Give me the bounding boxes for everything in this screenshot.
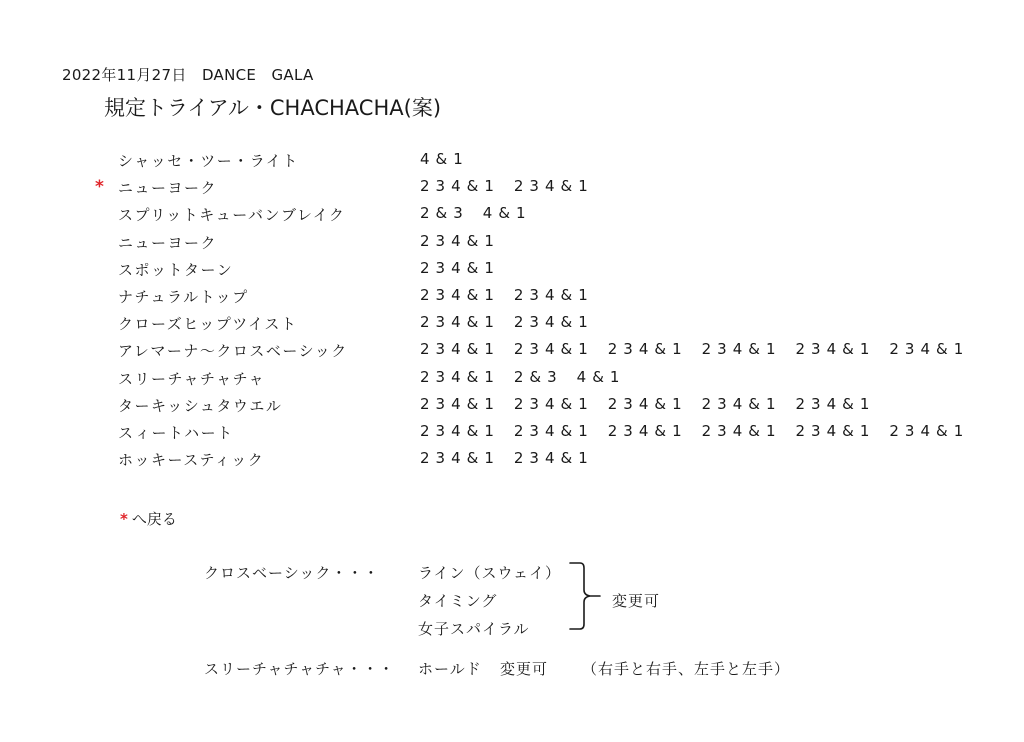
count-group: 234&1 (513, 394, 594, 413)
count-group: 234&1 (420, 177, 500, 196)
count-group: 234&1 (889, 340, 970, 359)
routine-row (0, 148, 1024, 175)
count-group: 234&1 (420, 313, 500, 332)
count-group: 234&1 (420, 394, 500, 413)
count-group: 234&1 (889, 422, 970, 440)
count-group: 234&1 (701, 340, 782, 359)
count-group: 4&1 (576, 367, 626, 386)
cross-basic-note-item-1: ライン（スウェイ） (418, 564, 561, 582)
return-point-marker-icon: * (95, 177, 104, 198)
return-note-text: へ戻る (131, 510, 177, 528)
figure-name: ニューヨーク (118, 233, 218, 252)
count-group: 234&1 (513, 313, 594, 332)
routine-row (0, 338, 1024, 365)
figure-counts (420, 449, 608, 467)
three-chachacha-note-detail: （右手と右手、左手と左手） (582, 660, 791, 678)
cross-basic-note-result: 変更可 (612, 592, 661, 610)
grouping-brace-icon (568, 560, 602, 632)
figure-counts (420, 395, 889, 413)
count-group: 2&3 (513, 367, 563, 386)
figure-name: ナチュラルトップ (118, 288, 249, 306)
document-title: 規定トライアル・CHACHACHA(案) (104, 96, 442, 120)
return-marker-icon: * (120, 510, 128, 528)
figure-counts (420, 204, 546, 222)
count-group: 234&1 (420, 340, 500, 359)
three-chachacha-note-item: ホールド (418, 660, 482, 678)
count-group: 2&3 (420, 204, 469, 223)
figure-counts (420, 368, 639, 386)
figure-counts (420, 259, 514, 277)
count-group: 234&1 (420, 449, 500, 468)
routine-row (0, 393, 1024, 420)
count-group: 234&1 (607, 422, 688, 440)
figure-counts (420, 286, 608, 304)
figure-name: クローズヒップツイスト (118, 315, 298, 334)
count-group: 234&1 (795, 394, 876, 413)
figure-name: スィートハート (118, 424, 234, 442)
figure-name: ホッキースティック (118, 451, 265, 470)
figure-name: スプリットキューバンブレイク (118, 206, 346, 225)
count-group: 234&1 (701, 422, 782, 440)
count-group: 234&1 (607, 340, 688, 359)
routine-row (0, 202, 1024, 229)
figure-counts (420, 313, 608, 331)
three-chachacha-note-label: スリーチャチャチャ・・・ (204, 660, 395, 678)
routine-row (0, 175, 1024, 202)
cross-basic-note-item-3: 女子スパイラル (418, 620, 530, 638)
figure-counts (420, 422, 983, 440)
count-group: 4&1 (420, 150, 469, 168)
count-group: 234&1 (795, 340, 876, 359)
count-group: 234&1 (420, 231, 500, 250)
count-group: 4&1 (482, 204, 532, 223)
event-date-line: 2022年11月27日 DANCE GALA (62, 66, 314, 84)
routine-row (0, 230, 1024, 257)
count-group: 234&1 (513, 286, 594, 304)
figure-name: アレマーナ〜クロスベーシック (118, 342, 348, 361)
three-chachacha-note-result: 変更可 (500, 660, 549, 678)
count-group: 234&1 (513, 177, 594, 196)
count-group: 234&1 (513, 449, 594, 468)
figure-counts (420, 232, 514, 250)
count-group: 234&1 (513, 422, 594, 440)
count-group: 234&1 (795, 422, 876, 440)
routine-row (0, 420, 1024, 447)
count-group: 234&1 (420, 286, 500, 304)
count-group: 234&1 (513, 340, 594, 359)
figure-name: シャッセ・ツー・ライト (118, 152, 299, 170)
cross-basic-note-label: クロスベーシック・・・ (204, 564, 380, 582)
figure-counts (420, 177, 608, 195)
figure-name: ターキッシュタウエル (118, 396, 283, 415)
cross-basic-note-item-2: タイミング (418, 592, 498, 610)
count-group: 234&1 (420, 258, 500, 277)
routine-row (0, 447, 1024, 474)
count-group: 234&1 (701, 394, 782, 413)
routine-row (0, 257, 1024, 284)
figure-counts (420, 340, 983, 358)
routine-row (0, 366, 1024, 393)
count-group: 234&1 (607, 394, 688, 413)
count-group: 234&1 (420, 367, 500, 386)
figure-name: ニューヨーク (118, 179, 218, 198)
figure-name: スリーチャチャチャ (118, 369, 266, 388)
routine-row (0, 311, 1024, 338)
return-note (120, 508, 177, 529)
routine-row (0, 284, 1024, 311)
figure-counts (420, 150, 483, 168)
figure-name: スポットターン (118, 260, 234, 279)
count-group: 234&1 (420, 422, 500, 440)
